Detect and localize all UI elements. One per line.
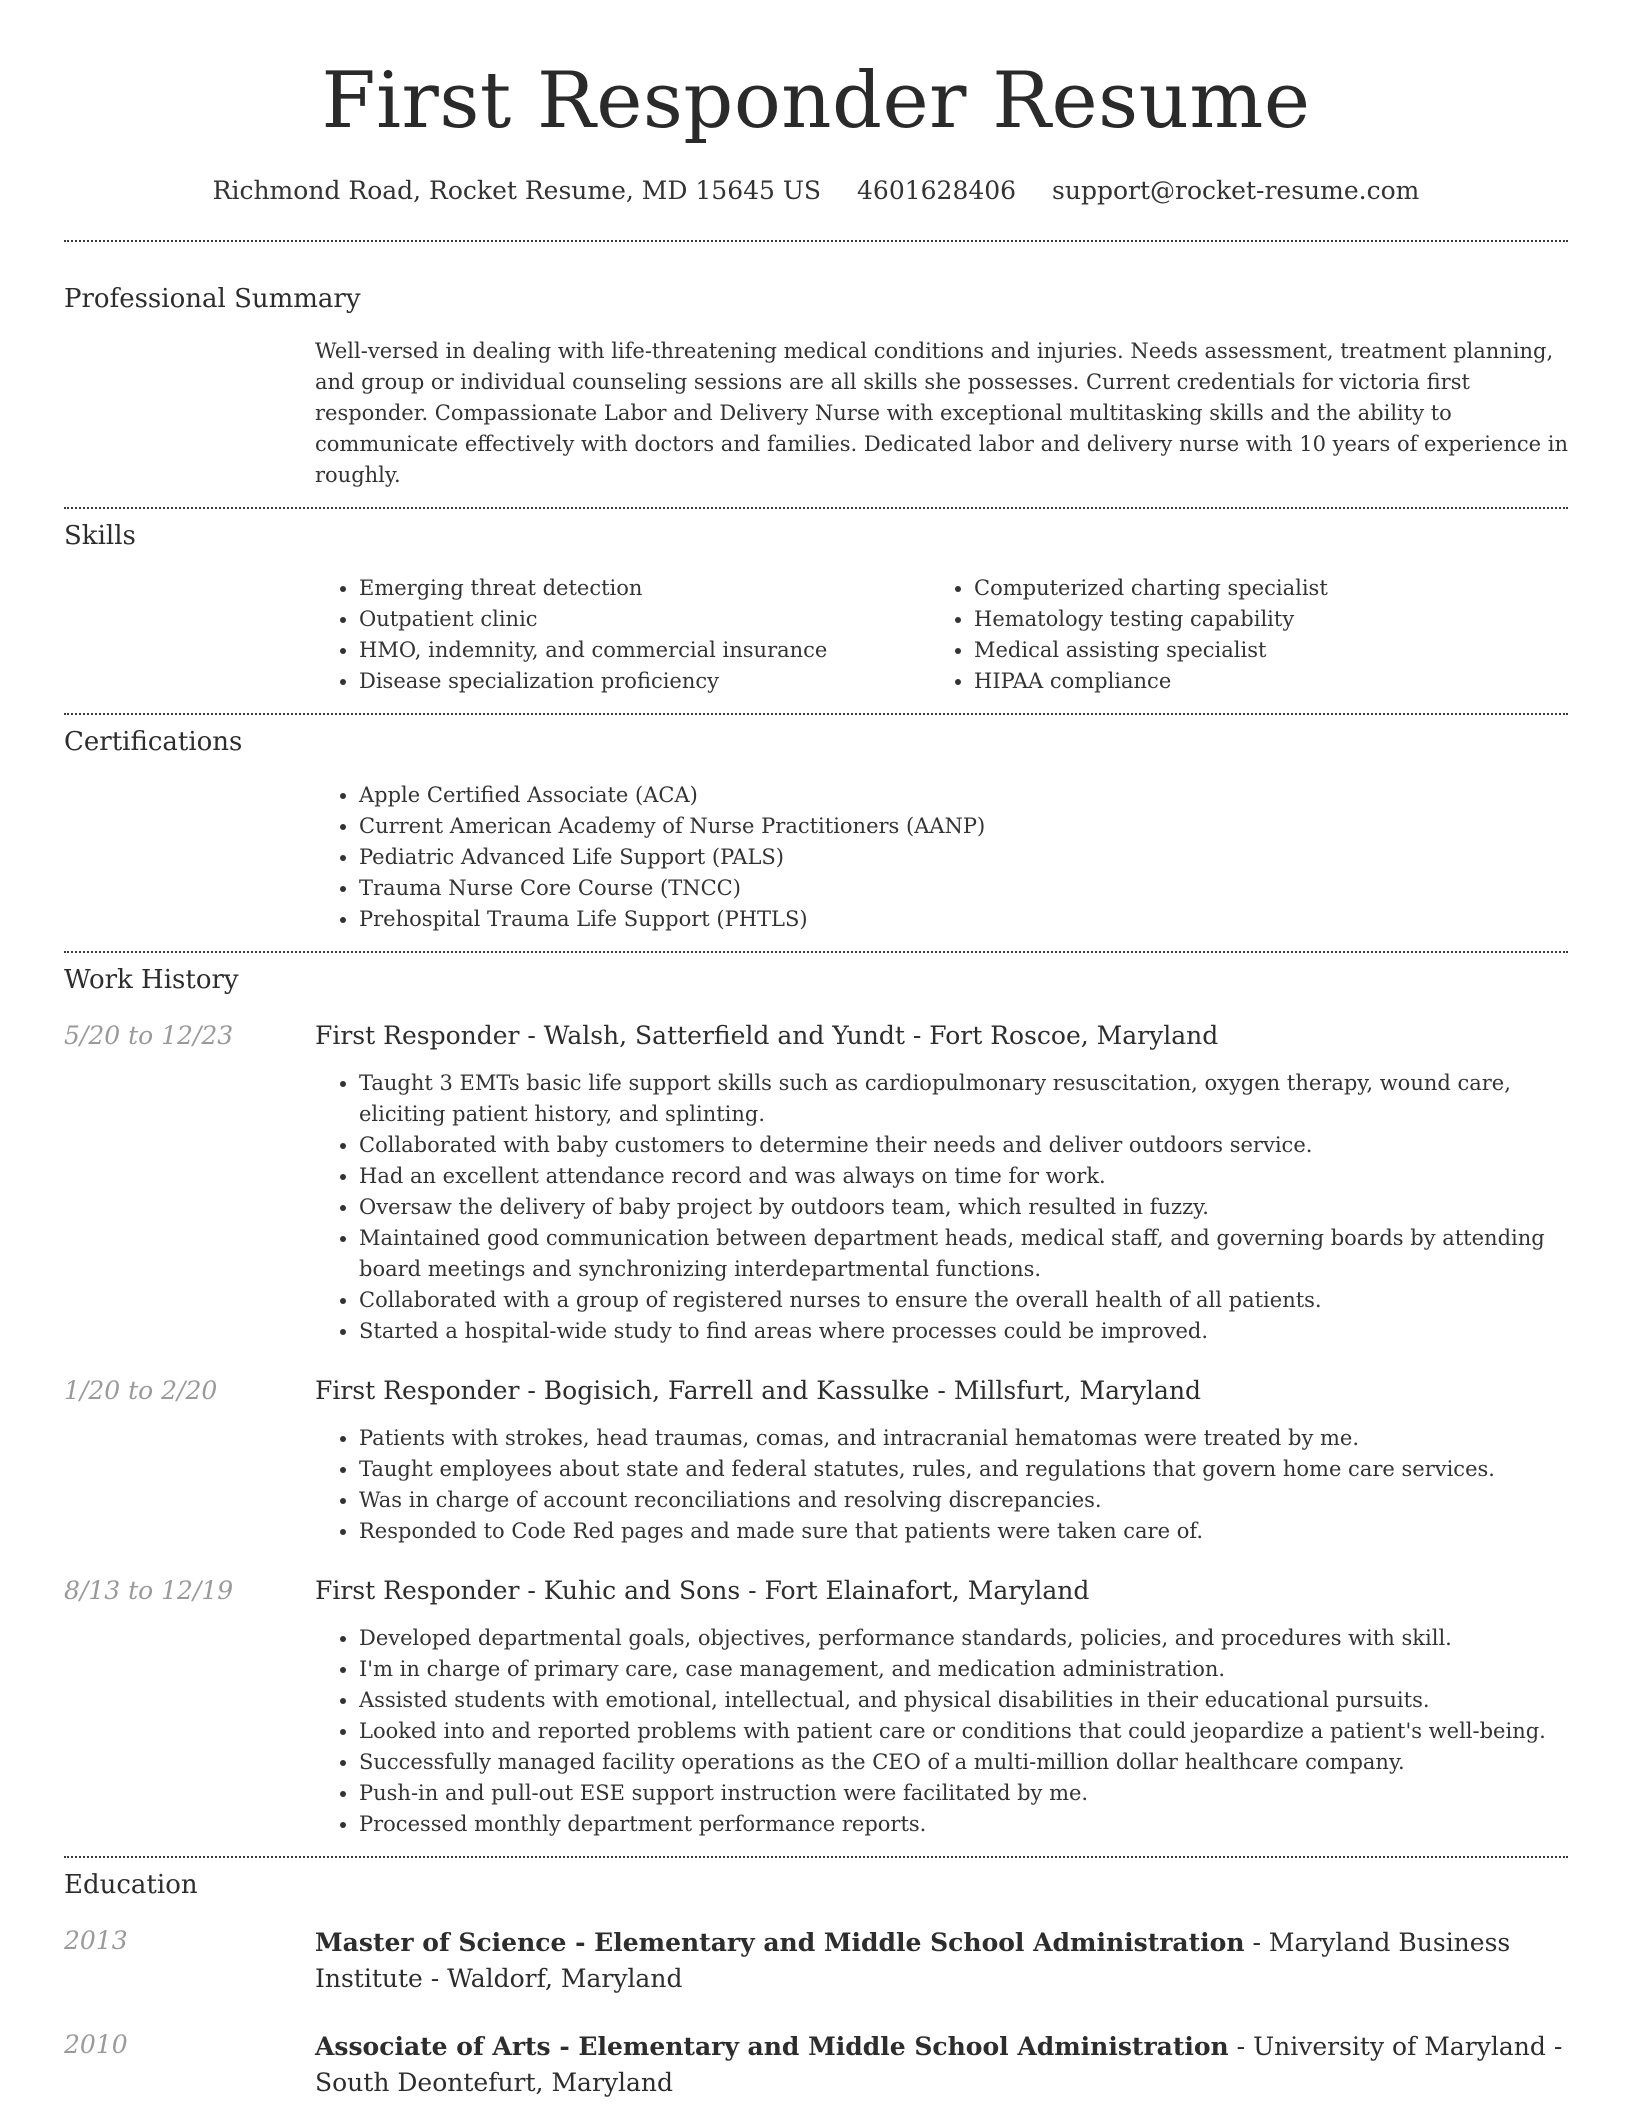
section-title-certifications: Certifications <box>64 727 243 758</box>
education-heading <box>315 2029 1568 2101</box>
job-bullets <box>315 1068 1568 1347</box>
divider <box>64 507 1568 509</box>
skills-list-right <box>930 573 1568 697</box>
job-bullet: • Responded to Code Red pages and made sure that patients were taken care of. <box>359 1516 1568 1547</box>
job-heading: First Responder - Bogisich, Farrell and Kassulke - Millsfurt, Maryland <box>315 1375 1202 1405</box>
job-bullet: • Push-in and pull-out ESE support instruction were facilitated by me. <box>359 1778 1568 1809</box>
summary-text: Well-versed in dealing with life-threatening medical conditions and injuries. Needs assessment, treatment planning, and group or individual counseling sessions are all skills she possesses. Current credentials for victoria first responder. Compassionate Labor and Delivery Nurse with exceptional multitasking skills and the ability to communicate effectively with doctors and families. Dedicated labor and delivery nurse with 10 years of experience in roughly. <box>315 339 1568 488</box>
skill-item: • Emerging threat detection <box>359 573 930 604</box>
job-bullet: • Maintained good communication between department heads, medical staff, and governing boards by attending board meetings and synchronizing interdepartmental functions. <box>359 1223 1568 1285</box>
job-entry <box>64 1375 1568 1547</box>
job-dates: 8/13 to 12/19 <box>64 1575 234 1605</box>
education-degree: Master of Science - Elementary and Middle School Administration <box>315 1927 1245 1957</box>
job-bullet: • I'm in charge of primary care, case management, and medication administration. <box>359 1654 1568 1685</box>
contact-phone: 4601628406 <box>857 176 1017 205</box>
job-bullet: • Taught employees about state and federal statutes, rules, and regulations that govern home care services. <box>359 1454 1568 1485</box>
divider <box>64 713 1568 715</box>
job-bullet: • Collaborated with baby customers to determine their needs and deliver outdoors service. <box>359 1130 1568 1161</box>
skill-item: • Medical assisting specialist <box>974 635 1568 666</box>
job-bullets <box>315 1623 1568 1840</box>
certification-item: • Pediatric Advanced Life Support (PALS) <box>359 842 1568 873</box>
certification-item: • Current American Academy of Nurse Practitioners (AANP) <box>359 811 1568 842</box>
job-bullet: • Patients with strokes, head traumas, comas, and intracranial hematomas were treated by me. <box>359 1423 1568 1454</box>
skill-item: • Disease specialization proficiency <box>359 666 930 697</box>
education-entry <box>64 2029 1568 2101</box>
skill-item: • HMO, indemnity, and commercial insurance <box>359 635 930 666</box>
job-bullets <box>315 1423 1568 1547</box>
job-bullet: • Developed departmental goals, objectives, performance standards, policies, and procedures with skill. <box>359 1623 1568 1654</box>
job-bullet: • Started a hospital-wide study to find areas where processes could be improved. <box>359 1316 1568 1347</box>
job-bullet: • Was in charge of account reconciliations and resolving discrepancies. <box>359 1485 1568 1516</box>
job-dates: 5/20 to 12/23 <box>64 1020 234 1050</box>
education-year: 2010 <box>64 2029 128 2059</box>
certification-item: • Prehospital Trauma Life Support (PHTLS) <box>359 904 1568 935</box>
job-heading: First Responder - Kuhic and Sons - Fort Elainafort, Maryland <box>315 1575 1090 1605</box>
education-school: - Maryland Business Institute - Waldorf, Maryland <box>315 1927 1511 1993</box>
section-title-work-history: Work History <box>64 964 239 995</box>
section-title-summary: Professional Summary <box>64 284 361 314</box>
skills-list-left <box>315 573 930 697</box>
divider <box>64 240 1568 242</box>
education-entry <box>64 1925 1568 1997</box>
job-bullet: • Successfully managed facility operations as the CEO of a multi-million dollar healthcare company. <box>359 1747 1568 1778</box>
education-heading <box>315 1925 1568 1997</box>
education-degree: Associate of Arts - Elementary and Middle School Administration <box>315 2031 1229 2061</box>
certifications-list <box>315 780 1568 935</box>
job-bullet: • Collaborated with a group of registered nurses to ensure the overall health of all patients. <box>359 1285 1568 1316</box>
education-school: - University of Maryland - South Deontefurt, Maryland <box>315 2031 1563 2097</box>
job-bullet: • Processed monthly department performance reports. <box>359 1809 1568 1840</box>
section-title-education: Education <box>64 1869 198 1900</box>
job-bullet: • Assisted students with emotional, intellectual, and physical disabilities in their educational pursuits. <box>359 1685 1568 1716</box>
skill-item: • Outpatient clinic <box>359 604 930 635</box>
skill-item: • HIPAA compliance <box>974 666 1568 697</box>
job-entry <box>64 1020 1568 1347</box>
section-title-skills: Skills <box>64 521 136 552</box>
skills-grid <box>315 573 1568 697</box>
skill-item: • Hematology testing capability <box>974 604 1568 635</box>
job-dates: 1/20 to 2/20 <box>64 1375 218 1405</box>
skill-item: • Computerized charting specialist <box>974 573 1568 604</box>
job-heading: First Responder - Walsh, Satterfield and Yundt - Fort Roscoe, Maryland <box>315 1020 1219 1050</box>
job-bullet: • Had an excellent attendance record and was always on time for work. <box>359 1161 1568 1192</box>
resume-title: First Responder Resume <box>321 56 1311 146</box>
certifications-block <box>315 780 1568 935</box>
certification-item: • Apple Certified Associate (ACA) <box>359 780 1568 811</box>
job-entry <box>64 1575 1568 1840</box>
contact-line <box>64 176 1568 206</box>
job-bullet: • Looked into and reported problems with patient care or conditions that could jeopardize a patient's well-being. <box>359 1716 1568 1747</box>
education-year: 2013 <box>64 1925 128 1955</box>
contact-address: Richmond Road, Rocket Resume, MD 15645 US <box>212 176 822 205</box>
resume-page <box>64 0 1568 2101</box>
contact-email: support@rocket-resume.com <box>1052 176 1420 205</box>
divider <box>64 1856 1568 1858</box>
job-bullet: • Taught 3 EMTs basic life support skills such as cardiopulmonary resuscitation, oxygen therapy, wound care, eliciting patient history, and splinting. <box>359 1068 1568 1130</box>
job-bullet: • Oversaw the delivery of baby project by outdoors team, which resulted in fuzzy. <box>359 1192 1568 1223</box>
divider <box>64 951 1568 953</box>
certification-item: • Trauma Nurse Core Course (TNCC) <box>359 873 1568 904</box>
